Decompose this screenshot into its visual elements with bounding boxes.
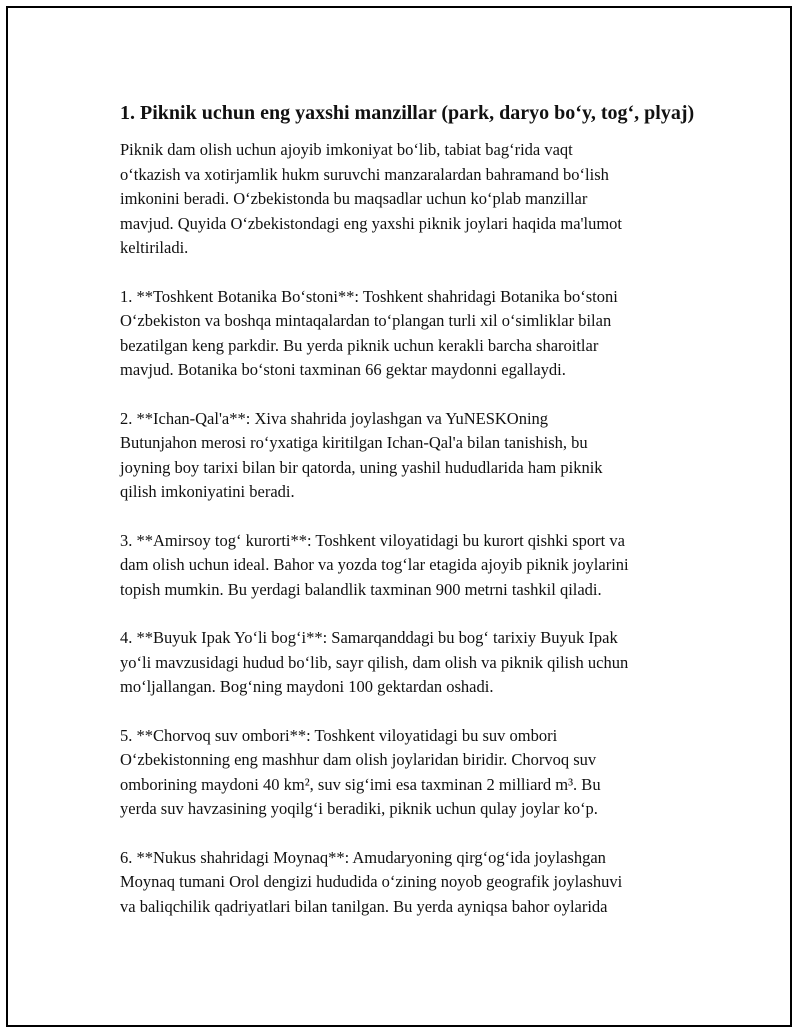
intro-paragraph: Piknik dam olish uchun ajoyib imkoniyat bo‘lib, tabiat bag‘rida vaqt o‘tkazish va xotirjamlik hukm suruvchi manzaralardan bahramand bo‘lish imkonini beradi. O‘zbekistonda bu maqsadlar uchun ko‘plab manzillar mavjud. Quyida O‘zbekistondagi eng yaxshi piknik joylari haqida ma'lumot keltiriladi. [120,140,623,257]
document-title: 1. Piknik uchun eng yaxshi manzillar (park, daryo bo‘y, tog‘, plyaj) [120,102,695,124]
document-body [120,98,700,943]
list-item-paragraph: 2. **Ichan-Qal'a**: Xiva shahrida joylashgan va YuNESKOning Butunjahon merosi ro‘yxatiga kiritilgan Ichan-Qal'a bilan tanishish, bu joyning boy tarixi bilan bir qatorda, uning yashil hududlarida ham piknik qilish imkoniyatini beradi. [120,408,603,501]
list-item-paragraph: 6. **Nukus shahridagi Moynaq**: Amudaryoning qirg‘og‘ida joylashgan Moynaq tumani Orol dengizi hududida o‘zining noyob geografik joylashuvi va baliqchilik qadriyatlari bilan tanilgan. Bu yerda ayniqsa bahor oylarida [120,847,623,916]
page-frame [6,6,792,1027]
list-item-paragraph: 1. **Toshkent Botanika Bo‘stoni**: Toshkent shahridagi Botanika bo‘stoni O‘zbekiston va boshqa mintaqalardan to‘plangan turli xil o‘simliklar bilan bezatilgan keng parkdir. Bu yerda piknik uchun kerakli barcha sharoitlar mavjud. Botanika bo‘stoni taxminan 66 gektar maydonni egallaydi. [120,286,618,379]
list-item-paragraph: 4. **Buyuk Ipak Yo‘li bog‘i**: Samarqanddagi bu bog‘ tarixiy Buyuk Ipak yo‘li mavzusidagi hudud bo‘lib, sayr qilish, dam olish va piknik qilish uchun mo‘ljallangan. Bog‘ning maydoni 100 gektardan oshadi. [120,628,629,696]
list-item-paragraph: 3. **Amirsoy tog‘ kurorti**: Toshkent viloyatidagi bu kurort qishki sport va dam olish uchun ideal. Bahor va yozda tog‘lar etagida ajoyib piknik joylarini topish mumkin. Bu yerdagi balandlik taxminan 900 metrni tashkil qiladi. [120,530,629,599]
list-item-paragraph: 5. **Chorvoq suv ombori**: Toshkent viloyatidagi bu suv ombori O‘zbekistonning eng mashhur dam olish joylaridan biridir. Chorvoq suv omborining maydoni 40 km², suv sig‘imi esa taxminan 2 milliard m³. Bu yerda suv havzasining yoqilg‘i beradiki, piknik uchun qulay joylar ko‘p. [120,725,601,818]
